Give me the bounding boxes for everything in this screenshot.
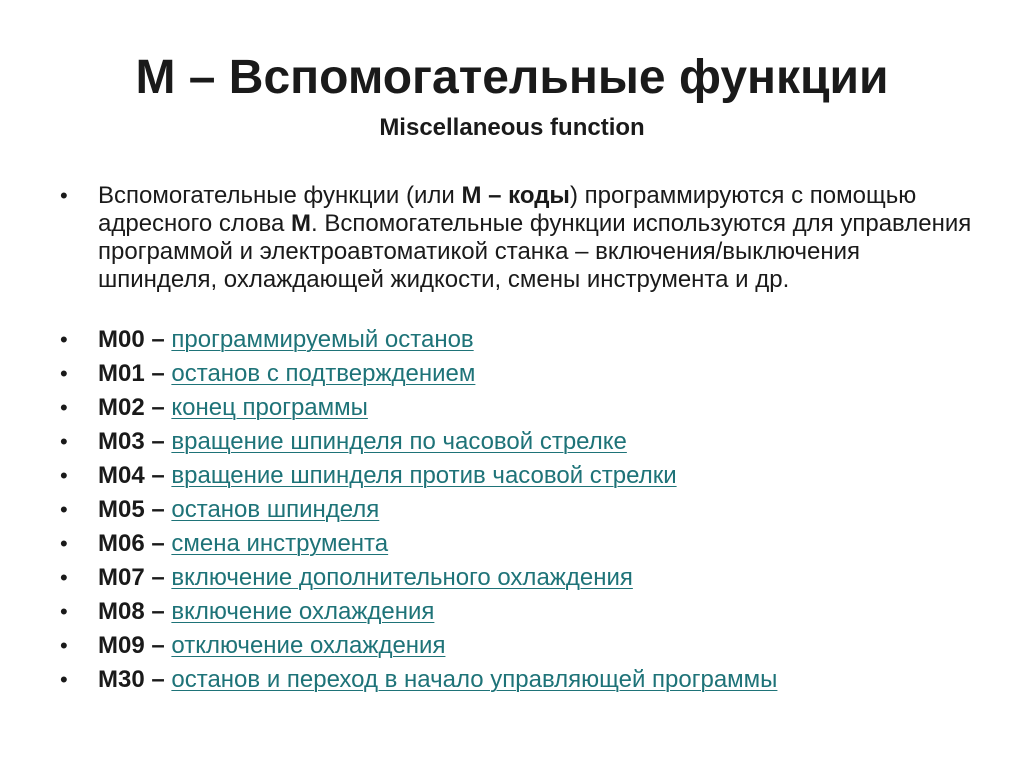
m-code-label: M08: [98, 598, 145, 625]
m-code-description-link[interactable]: программируемый останов: [171, 326, 474, 353]
m-code-label: M02: [98, 394, 145, 421]
m-code-entry: [98, 360, 475, 388]
slide-subtitle: Miscellaneous function: [379, 114, 645, 141]
m-code-description-link[interactable]: останов и переход в начало управляющей программы: [171, 666, 778, 693]
m-code-entry: [98, 428, 627, 456]
list-bullet: •: [60, 599, 68, 624]
m-code-item: [0, 496, 1024, 530]
list-bullet: •: [60, 667, 68, 692]
m-code-item: [0, 598, 1024, 632]
m-code-item: [0, 326, 1024, 360]
intro-paragraph: [98, 182, 978, 294]
m-code-dash: –: [144, 598, 172, 625]
list-bullet: •: [60, 497, 68, 522]
m-code-label: M04: [98, 462, 145, 489]
m-code-label: M03: [98, 428, 145, 455]
m-code-dash: –: [144, 462, 172, 489]
m-code-entry: [98, 326, 474, 354]
m-code-description-link[interactable]: включение охлаждения: [171, 598, 435, 625]
list-bullet: •: [60, 531, 68, 556]
m-code-dash: –: [144, 564, 172, 591]
intro-bullet: •: [60, 183, 68, 208]
m-code-entry: [98, 496, 379, 524]
m-code-item: [0, 462, 1024, 496]
m-code-item: [0, 530, 1024, 564]
list-bullet: •: [60, 633, 68, 658]
slide-title: М – Вспомогательные функции: [135, 51, 889, 104]
m-code-dash: –: [144, 428, 172, 455]
m-code-entry: [98, 394, 368, 422]
m-code-description-link[interactable]: включение дополнительного охлаждения: [171, 564, 633, 591]
list-bullet: •: [60, 395, 68, 420]
m-code-entry: [98, 530, 388, 558]
m-code-label: M01: [98, 360, 145, 387]
intro-text-3: . Вспомогательные функции используются для управления программой и электроавтоматикой станка – включения/выключения шпинделя, охлаждающей жидкости, смены инструмента и др.: [98, 210, 972, 293]
m-code-dash: –: [144, 666, 172, 693]
m-code-description-link[interactable]: отключение охлаждения: [171, 632, 446, 659]
m-code-entry: [98, 462, 677, 490]
m-code-dash: –: [144, 496, 172, 523]
m-code-description-link[interactable]: смена инструмента: [171, 530, 389, 557]
m-code-description-link[interactable]: вращение шпинделя против часовой стрелки: [171, 462, 677, 489]
m-code-label: M00: [98, 326, 145, 353]
m-code-item: [0, 394, 1024, 428]
intro-text-2: ) программируются с помощью адресного слова: [98, 182, 917, 237]
intro-bold-1: М – коды: [461, 182, 570, 209]
m-code-dash: –: [144, 360, 172, 387]
m-code-entry: [98, 564, 633, 592]
list-bullet: •: [60, 361, 68, 386]
m-code-entry: [98, 632, 445, 660]
list-bullet: •: [60, 327, 68, 352]
m-code-item: [0, 666, 1024, 700]
m-code-entry: [98, 666, 777, 694]
m-code-dash: –: [144, 326, 172, 353]
m-code-dash: –: [144, 394, 172, 421]
m-code-item: [0, 428, 1024, 462]
m-code-item: [0, 564, 1024, 598]
m-code-dash: –: [144, 530, 172, 557]
m-code-description-link[interactable]: конец программы: [171, 394, 368, 421]
m-code-label: M07: [98, 564, 145, 591]
list-bullet: •: [60, 429, 68, 454]
m-code-description-link[interactable]: останов с подтверждением: [171, 360, 476, 387]
m-code-label: M09: [98, 632, 145, 659]
m-code-description-link[interactable]: вращение шпинделя по часовой стрелке: [171, 428, 627, 455]
m-code-label: M06: [98, 530, 145, 557]
m-code-entry: [98, 598, 434, 626]
m-code-label: M05: [98, 496, 145, 523]
list-bullet: •: [60, 565, 68, 590]
list-bullet: •: [60, 463, 68, 488]
intro-bold-2: М: [291, 210, 312, 237]
m-code-dash: –: [144, 632, 172, 659]
m-code-item: [0, 360, 1024, 394]
m-code-label: M30: [98, 666, 145, 693]
intro-text-1: Вспомогательные функции (или: [98, 182, 462, 209]
m-code-item: [0, 632, 1024, 666]
m-code-description-link[interactable]: останов шпинделя: [171, 496, 380, 523]
